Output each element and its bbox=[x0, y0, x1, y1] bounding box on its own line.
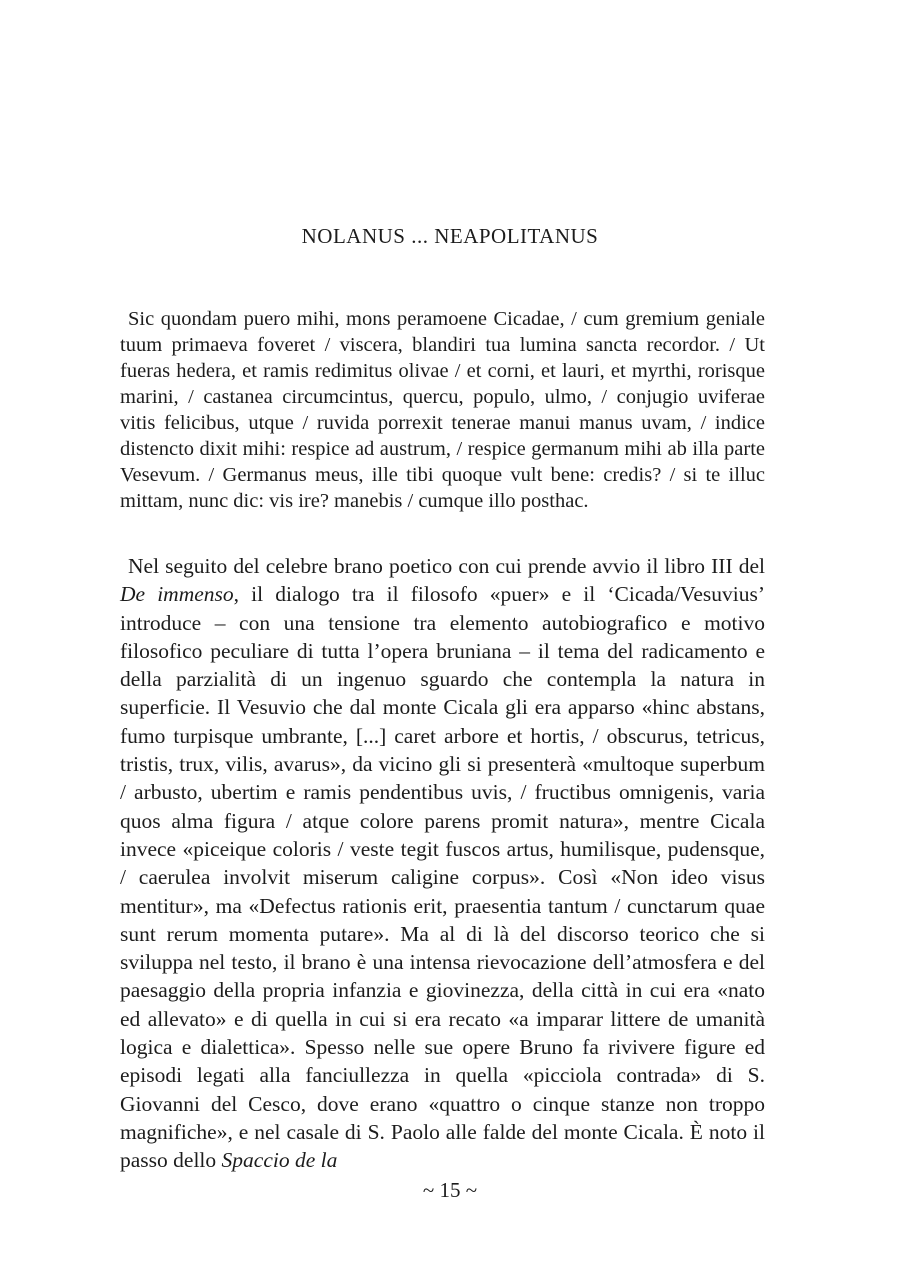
chapter-title: NOLANUS ... NEAPOLITANUS bbox=[301, 224, 599, 248]
body-text-part-2: , il dialogo tra il filosofo «puer» e il ‘Cicada/Vesuvius’ introduce – con una tensione tra elemento autobiografico e motivo filosofico peculiare di tutta l’opera bruniana – il tema del radicamento e della parzialità di un ingenuo sguardo che contempla la natura in superficie. Il Vesuvio che dal monte Cicala gli era apparso «hinc abstans, fumo turpisque umbrante, [...] caret arbore et hortis, / obscurus, tetricus, tristis, trux, vilis, avarus», da vicino gli si presenterà «multoque superbum / arbusto, ubertim e ramis pendentibus uvis, / fructibus omnigenis, varia quos alma figura / atque colore parens promit natura», mentre Cicala invece «piceique coloris / veste tegit fuscos artus, humilisque, pudensque, / caerulea involvit miserum caligine corpus». Così «Non ideo visus mentitur», ma «Defectus rationis erit, praesentia tantum / cunctarum quae sunt rerum momenta putare». Ma al di là del discorso teorico che si sviluppa nel testo, il brano è una intensa rievocazione dell’atmosfera e del paesaggio della propria infanzia e giovinezza, della città in cui era «nato ed allevato» e di quella in cui si era recato «a imparar littere de umanità logica e dialettica». Spesso nelle sue opere Bruno fa rivivere figure ed episodi legati alla fanciullezza in quella «picciola contrada» di S. Giovanni del Cesco, dove erano «quattro o cinque stanze non troppo magnifiche», e nel casale di S. Paolo alle falde del monte Cicala. È noto il passo dello bbox=[120, 582, 765, 1173]
work-title-de-immenso: De immenso bbox=[120, 582, 234, 607]
work-title-spaccio: Spaccio de la bbox=[221, 1148, 338, 1173]
body-paragraph bbox=[120, 552, 765, 1175]
latin-epigraph: Sic quondam puero mihi, mons peramoene Cicadae, / cum gremium geniale tuum primaeva foveret / viscera, blandiri tua lumina sancta recordor. / Ut fueras hedera, et ramis redimitus olivae / et corni, et lauri, et myrthi, rorisque marini, / castanea circumcintus, quercu, populo, ulmo, / conjugio uviferae vitis felicibus, utque / ruvida porrexit tenerae manui manus uvam, / indice distencto dixit mihi: respice ad austrum, / respice germanum mihi ab illa parte Vesevum. / Germanus meus, ille tibi quoque vult bene: credis? / si te illuc mittam, nunc dic: vis ire? manebis / cumque illo posthac. bbox=[120, 308, 765, 512]
page-number: ~ 15 ~ bbox=[422, 1178, 478, 1202]
body-text-part-1: Nel seguito del celebre brano poetico con cui prende avvio il libro III del bbox=[128, 554, 765, 578]
